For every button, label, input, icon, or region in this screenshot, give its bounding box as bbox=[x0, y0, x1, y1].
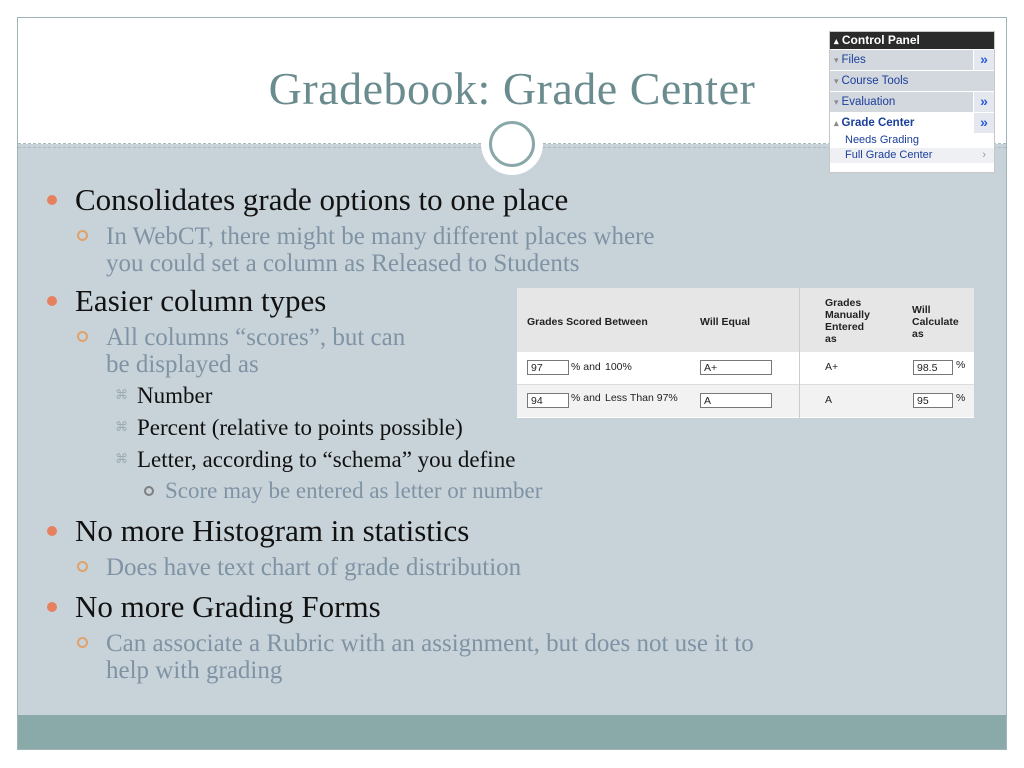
slide-title: Gradebook: Grade Center bbox=[268, 63, 756, 114]
sub-bullet-rubric: Can associate a Rubric with an assignment, but does not use it to help with grading bbox=[45, 630, 965, 684]
chevron-down-icon: ▾ bbox=[834, 76, 839, 86]
manual-entry-value: A bbox=[825, 394, 833, 406]
high-score-label: 100% bbox=[605, 361, 632, 373]
control-panel-header[interactable]: ▴ Control Panel bbox=[830, 32, 994, 49]
bullet-list bbox=[45, 165, 965, 684]
footer-band bbox=[18, 715, 1006, 750]
header-manually-entered: Grades Manually Entered as bbox=[825, 297, 870, 345]
hollow-circle-icon bbox=[77, 637, 88, 648]
cp-sub-needs-grading[interactable]: Needs Grading bbox=[830, 133, 994, 148]
letter-input[interactable]: A+ bbox=[700, 360, 772, 375]
sub-bullet-webct: In WebCT, there might be many different places where you could set a column as Released to Students bbox=[45, 223, 965, 277]
chevron-right-icon: › bbox=[982, 149, 986, 161]
letter-input[interactable]: A bbox=[700, 393, 772, 408]
table-row bbox=[517, 352, 974, 384]
sub-bullet-text-chart: Does have text chart of grade distribution bbox=[45, 554, 965, 581]
percent-sign: % bbox=[956, 392, 966, 404]
bowtie-bullet-icon: ⌘ bbox=[115, 420, 128, 435]
chevron-down-icon: ▾ bbox=[834, 97, 839, 107]
bowtie-bullet-icon: ⌘ bbox=[115, 452, 128, 467]
item-letter-sub: Score may be entered as letter or number bbox=[45, 476, 965, 506]
table-row bbox=[517, 384, 974, 417]
column-divider bbox=[799, 288, 800, 418]
table-header bbox=[517, 288, 974, 353]
bullet-column-types: Easier column types bbox=[45, 284, 965, 318]
control-panel bbox=[829, 31, 995, 173]
grade-schema-table bbox=[517, 288, 974, 418]
low-score-input[interactable]: 94 bbox=[527, 393, 569, 408]
bullet-consolidates: Consolidates grade options to one place bbox=[45, 183, 965, 217]
bullet-grading-forms: No more Grading Forms bbox=[45, 590, 965, 624]
and-label: % and bbox=[571, 361, 601, 373]
chevron-up-icon: ▴ bbox=[834, 118, 839, 128]
cp-item-course-tools[interactable]: ▾ Course Tools bbox=[830, 70, 994, 91]
manual-entry-value: A+ bbox=[825, 361, 839, 373]
bullet-histogram: No more Histogram in statistics bbox=[45, 514, 965, 548]
sub-bullet-scores: All columns “scores”, but can be displayed as bbox=[45, 324, 965, 378]
bowtie-bullet-icon: ⌘ bbox=[115, 388, 128, 403]
high-score-label: Less Than 97% bbox=[605, 392, 678, 404]
header-will-calculate: Will Calculate as bbox=[912, 304, 959, 340]
hollow-circle-icon bbox=[77, 331, 88, 342]
cp-item-files[interactable]: ▾ Files » bbox=[830, 49, 994, 70]
go-arrow-icon[interactable]: » bbox=[973, 50, 994, 70]
calculate-input[interactable]: 98.5 bbox=[913, 360, 953, 375]
collapse-icon: ▴ bbox=[834, 36, 839, 46]
cp-item-grade-center[interactable]: ▴ Grade Center » bbox=[830, 112, 994, 133]
header-scored-between: Grades Scored Between bbox=[527, 316, 648, 328]
chevron-down-icon: ▾ bbox=[834, 55, 839, 65]
item-letter: ⌘ Letter, according to “schema” you define bbox=[45, 444, 965, 476]
hollow-circle-icon bbox=[77, 561, 88, 572]
cp-sub-full-grade-center[interactable]: Full Grade Center › bbox=[830, 148, 994, 163]
calculate-input[interactable]: 95 bbox=[913, 393, 953, 408]
item-number: ⌘ Number bbox=[45, 380, 965, 412]
go-arrow-icon[interactable]: » bbox=[973, 113, 994, 133]
and-label: % and bbox=[571, 392, 601, 404]
hollow-circle-icon bbox=[77, 230, 88, 241]
cp-item-evaluation[interactable]: ▾ Evaluation » bbox=[830, 91, 994, 112]
item-percent: ⌘ Percent (relative to points possible) bbox=[45, 412, 965, 444]
small-circle-icon bbox=[144, 486, 154, 496]
header-will-equal: Will Equal bbox=[700, 316, 751, 328]
percent-sign: % bbox=[956, 359, 966, 371]
go-arrow-icon[interactable]: » bbox=[973, 92, 994, 112]
low-score-input[interactable]: 97 bbox=[527, 360, 569, 375]
